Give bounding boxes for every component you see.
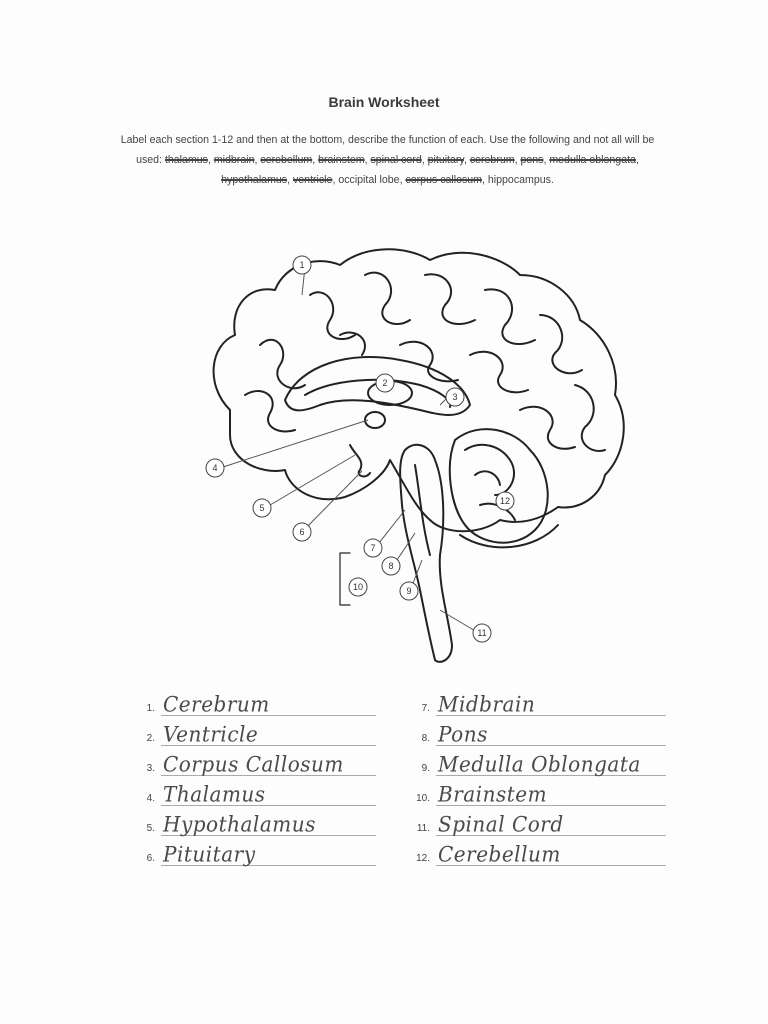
- answer-number: 7.: [421, 703, 430, 714]
- term-brainstem: brainstem: [318, 154, 365, 166]
- instructions-lead: Label each section 1-12 and then at the bottom, describe the function of each. Use the following and not all will be used:: [120, 134, 655, 166]
- answer-number: 1.: [146, 703, 155, 714]
- term-midbrain: midbrain: [213, 154, 255, 166]
- diagram-label-6: [293, 523, 311, 541]
- diagram-label-7: [364, 539, 382, 557]
- answer-line[interactable]: [161, 811, 376, 836]
- term-pituitary: pituitary: [427, 154, 464, 166]
- answer-row: [410, 750, 666, 776]
- answer-number: 11.: [416, 823, 430, 834]
- instructions: [110, 130, 665, 190]
- svg-text:1: 1: [299, 260, 305, 270]
- diagram-label-9: [400, 582, 418, 600]
- diagram-label-3: [446, 388, 464, 406]
- term-medulla-oblongata: medulla oblongata: [549, 154, 636, 166]
- answer-row: [135, 750, 376, 776]
- term-thalamus: thalamus: [164, 154, 208, 166]
- answer-line[interactable]: [436, 751, 666, 776]
- answer-line[interactable]: [161, 751, 376, 776]
- svg-text:8: 8: [388, 561, 394, 571]
- answer-number: 4.: [146, 793, 155, 804]
- answer-row: [410, 780, 666, 806]
- answer-row: [410, 810, 666, 836]
- svg-text:3: 3: [452, 392, 458, 402]
- diagram-label-8: [382, 557, 400, 575]
- answer-line[interactable]: [436, 721, 666, 746]
- handwritten-answer: Cerebrum: [163, 691, 270, 717]
- handwritten-answer: Pituitary: [163, 841, 256, 867]
- handwritten-answer: Brainstem: [438, 781, 548, 807]
- answer-number: 5.: [146, 823, 155, 834]
- handwritten-answer: Midbrain: [438, 691, 536, 717]
- handwritten-answer: Corpus Callosum: [163, 751, 344, 777]
- diagram-label-2: [376, 374, 394, 392]
- term-spinal-cord: spinal cord: [370, 154, 422, 166]
- answer-line[interactable]: [436, 841, 666, 866]
- diagram-label-10: [349, 578, 367, 596]
- diagram-label-1: [293, 256, 311, 274]
- handwritten-answer: Spinal Cord: [438, 811, 564, 837]
- handwritten-answer: Medulla Oblongata: [438, 751, 641, 777]
- handwritten-answer: Thalamus: [163, 781, 266, 807]
- answer-line[interactable]: [436, 781, 666, 806]
- svg-text:10: 10: [352, 582, 364, 592]
- svg-text:6: 6: [299, 527, 305, 537]
- svg-text:5: 5: [259, 503, 265, 513]
- diagram-label-5: [253, 499, 271, 517]
- worksheet-title: Brain Worksheet: [328, 94, 440, 110]
- svg-text:7: 7: [370, 543, 376, 553]
- answer-number: 10.: [416, 793, 430, 804]
- answer-number: 8.: [421, 733, 430, 744]
- diagram-label-4: [206, 459, 224, 477]
- term-hypothalamus: hypothalamus: [221, 174, 288, 186]
- answer-line[interactable]: [161, 691, 376, 716]
- svg-text:11: 11: [477, 628, 487, 638]
- answer-line[interactable]: [436, 691, 666, 716]
- term-cerebellum: cerebellum: [260, 154, 313, 166]
- answer-number: 9.: [421, 763, 430, 774]
- answer-row: [410, 690, 666, 716]
- answer-number: 3.: [146, 763, 155, 774]
- svg-text:12: 12: [499, 496, 511, 506]
- svg-text:4: 4: [212, 463, 218, 473]
- svg-text:9: 9: [406, 586, 412, 596]
- handwritten-answer: Cerebellum: [438, 841, 561, 867]
- answer-row: [135, 690, 376, 716]
- answer-line[interactable]: [161, 781, 376, 806]
- term-ventricle: ventricle: [292, 174, 333, 186]
- answer-row: [135, 840, 376, 866]
- term-occipital-lobe: occipital lobe: [338, 174, 400, 186]
- handwritten-answer: Hypothalamus: [163, 811, 316, 837]
- answer-row: [410, 840, 666, 866]
- brain-diagram: [190, 235, 650, 675]
- diagram-label-12: [496, 492, 514, 510]
- cerebellum: [450, 429, 548, 543]
- brainstem: [400, 445, 452, 662]
- term-hippocampus: hippocampus: [487, 174, 551, 186]
- handwritten-answer: Pons: [438, 721, 488, 747]
- term-pons: pons: [520, 154, 544, 166]
- term-list: thalamus, midbrain, cerebellum, brainstem, spinal cord, pituitary, cerebrum, pons, medulla oblongata, hypothalamus, ventricle, occipital lobe, corpus callosum, hippocampus.: [164, 154, 639, 186]
- answer-line[interactable]: [436, 811, 666, 836]
- answer-row: [135, 720, 376, 746]
- term-corpus-callosum: corpus callosum: [405, 174, 483, 186]
- answer-row: [135, 780, 376, 806]
- svg-text:2: 2: [382, 378, 388, 388]
- answer-line[interactable]: [161, 841, 376, 866]
- diagram-label-11: [473, 624, 491, 642]
- answer-line[interactable]: [161, 721, 376, 746]
- answer-row: [410, 720, 666, 746]
- answer-number: 12.: [416, 853, 430, 864]
- answer-number: 2.: [146, 733, 155, 744]
- handwritten-answer: Ventricle: [163, 721, 259, 747]
- term-cerebrum: cerebrum: [469, 154, 515, 166]
- answer-row: [135, 810, 376, 836]
- answer-number: 6.: [146, 853, 155, 864]
